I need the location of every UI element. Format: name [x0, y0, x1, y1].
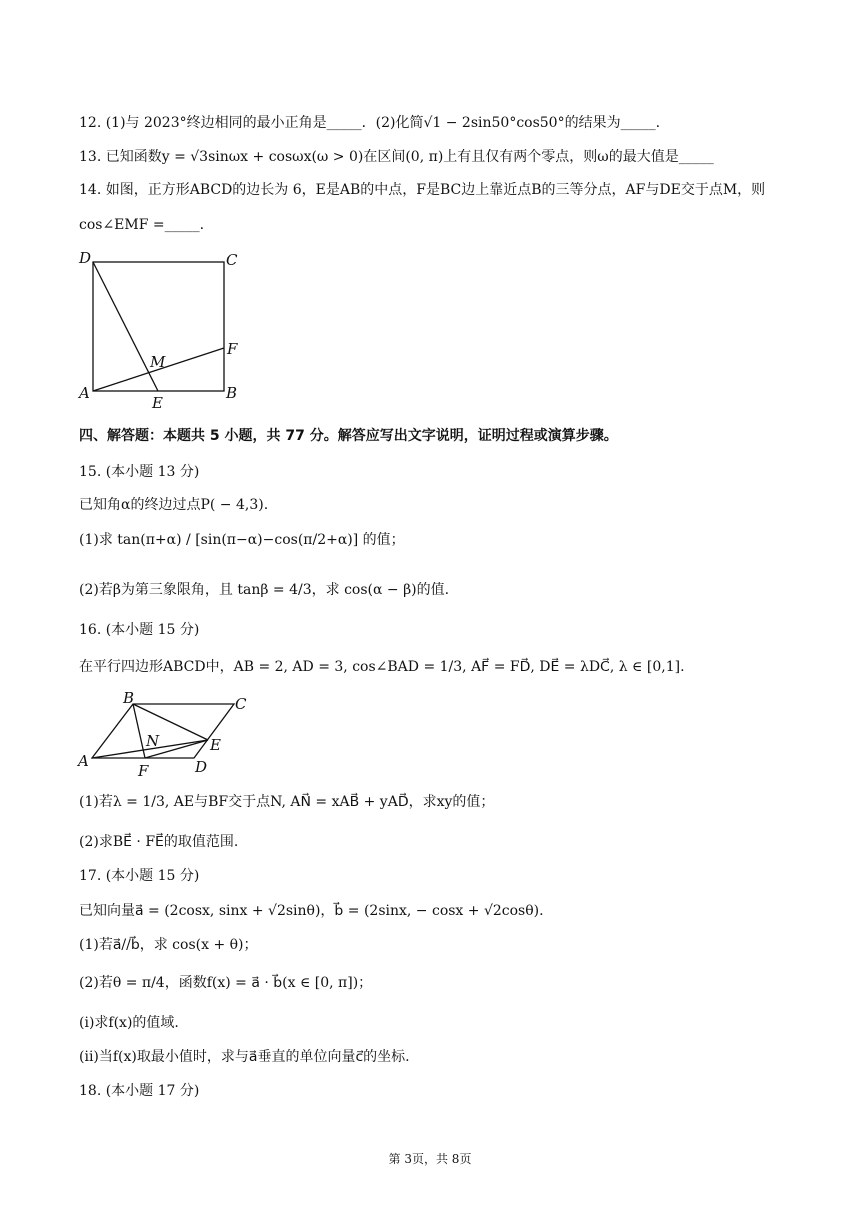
question-14-line2: cos∠EMF =_____. [79, 217, 205, 233]
label-d: D [195, 758, 208, 776]
label-d: D [79, 249, 92, 267]
square-figure [72, 246, 262, 416]
question-15-part2: (2)若β为第三象限角，且 tanβ = 4/3，求 cos(α − β)的值. [79, 582, 450, 598]
question-17-part2: (2)若θ = π/4，函数f(x) = a⃗ · b⃗(x ∈ [0, π])； [79, 975, 373, 991]
question-15-heading: 15. (本小题 13 分) [79, 464, 200, 480]
question-15-part1: (1)求 tan(π+α) / [sin(π−α)−cos(π/2+α)] 的值； [79, 532, 405, 548]
page-footer: 第 3页，共 8页 [388, 1152, 472, 1166]
label-f: F [227, 340, 238, 358]
question-16-stem: 在平行四边形ABCD中，AB = 2, AD = 3, cos∠BAD = 1/3, AF⃗ = FD⃗, DE⃗ = λDC⃗, λ ∈ [0,1]. [79, 659, 685, 675]
question-13: 13. 已知函数y = √3sinωx + cosωx(ω > 0)在区间(0, π)上有且仅有两个零点，则ω的最大值是_____ [79, 149, 714, 165]
question-17-part2-ii: (ii)当f(x)取最小值时，求与a⃗垂直的单位向量c⃗的坐标. [79, 1049, 410, 1065]
label-c: C [226, 251, 238, 269]
question-16-part2: (2)求BE⃗ · FE⃗的取值范围. [79, 834, 239, 850]
square-abcd [93, 262, 224, 391]
segment-de [93, 262, 158, 391]
question-17-heading: 17. (本小题 15 分) [79, 868, 200, 884]
question-17-stem: 已知向量a⃗ = (2cosx, sinx + √2sinθ)，b⃗ = (2sinx, − cosx + √2cosθ). [79, 903, 544, 919]
label-n: N [146, 732, 160, 750]
label-b: B [226, 384, 238, 402]
question-17-part2-i: (i)求f(x)的值域. [79, 1015, 179, 1031]
question-18-heading: 18. (本小题 17 分) [79, 1083, 200, 1099]
label-e: E [152, 394, 163, 412]
label-a: A [79, 384, 90, 402]
question-12: 12. (1)与 2023°终边相同的最小正角是_____．(2)化简√1 − 2sin50°cos50°的结果为_____. [79, 115, 661, 131]
question-17-part1: (1)若a⃗//b⃗，求 cos(x + θ)； [79, 937, 258, 953]
question-16-heading: 16. (本小题 15 分) [79, 622, 200, 638]
label-a: A [78, 752, 89, 770]
segment-be [133, 704, 208, 740]
question-14-line1: 14. 如图，正方形ABCD的边长为 6，E是AB的中点，F是BC边上靠近点B的三等分点，AF与DE交于点M，则 [79, 182, 766, 198]
question-16-part1: (1)若λ = 1/3, AE与BF交于点N, AN⃗ = xAB⃗ + yAD⃗，求xy的值； [79, 794, 495, 810]
parallelogram-figure [72, 690, 262, 782]
question-15-stem: 已知角α的终边过点P( − 4,3). [79, 497, 269, 513]
label-m: M [150, 353, 166, 371]
label-e: E [210, 736, 221, 754]
section-4-heading: 四、解答题：本题共 5 小题，共 77 分。解答应写出文字说明，证明过程或演算步骤。 [79, 428, 618, 444]
label-f: F [138, 762, 149, 780]
label-c: C [235, 695, 247, 713]
label-b: B [123, 690, 135, 707]
